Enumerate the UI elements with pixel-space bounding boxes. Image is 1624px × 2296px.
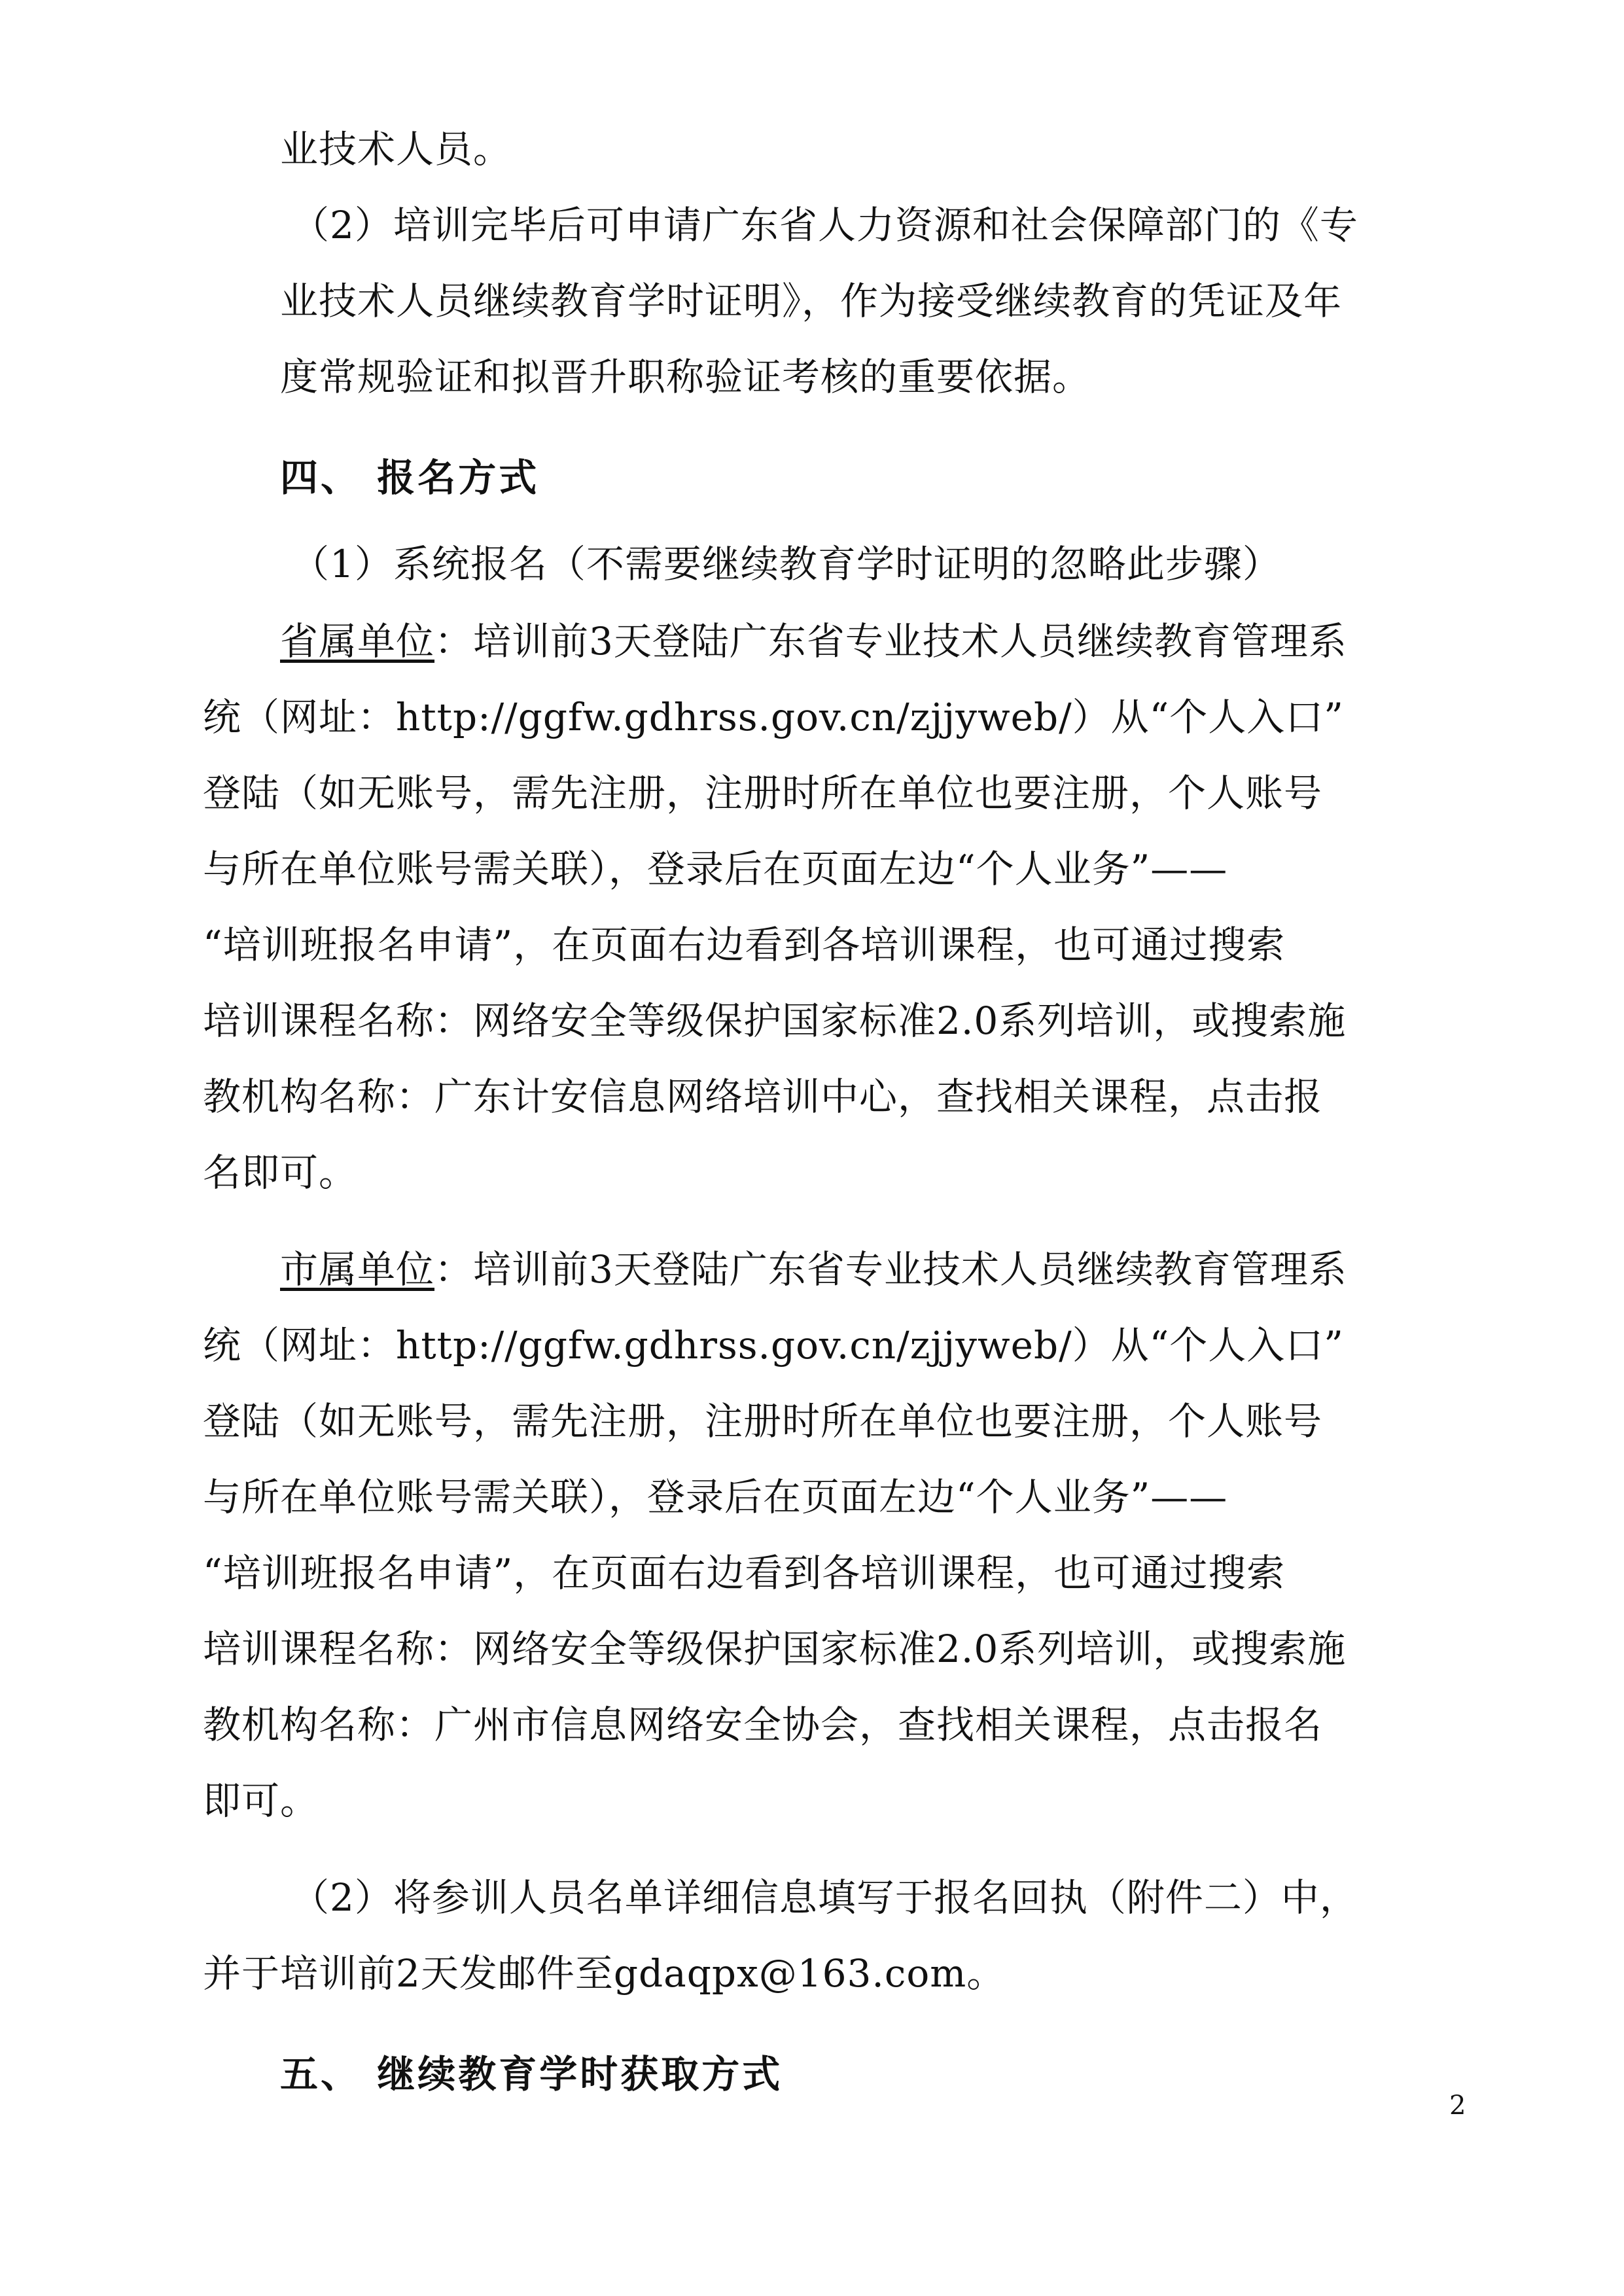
text-line: 统（网址：http://ggfw.gdhrss.gov.cn/zjjyweb/）从“个人入口” xyxy=(203,1323,1344,1368)
text-line: 登陆（如无账号，需先注册，注册时所在单位也要注册，个人账号 xyxy=(203,1399,1323,1443)
text-span: ：培训前3天登陆广东省专业技术人员继续教育管理系 xyxy=(434,1247,1347,1292)
text-line: “培训班报名申请”，在页面右边看到各培训课程，也可通过搜索 xyxy=(203,1551,1286,1595)
text-line: 度常规验证和拟晋升职称验证考核的重要依据。 xyxy=(280,355,1091,399)
text-line: 名即可。 xyxy=(203,1150,358,1195)
paragraph-first-line xyxy=(280,615,1347,667)
underlined-label: 省属单位 xyxy=(280,619,435,663)
text-line: 并于培训前2天发邮件至gdaqpx@163.com。 xyxy=(203,1951,1006,1996)
text-line: 教机构名称：广东计安信息网络培训中心，查找相关课程，点击报 xyxy=(203,1074,1323,1119)
section-heading: 四、 报名方式 xyxy=(280,455,540,500)
text-line: （2）将参训人员名单详细信息填写于报名回执（附件二）中， xyxy=(291,1875,1358,1920)
text-line: 培训课程名称：网络安全等级保护国家标准2.0系列培训，或搜索施 xyxy=(203,1627,1347,1671)
text-line: 培训课程名称：网络安全等级保护国家标准2.0系列培训，或搜索施 xyxy=(203,998,1347,1043)
text-line: （2）培训完毕后可申请广东省人力资源和社会保障部门的《专 xyxy=(291,203,1358,247)
text-line: 业技术人员继续教育学时证明》，作为接受继续教育的凭证及年 xyxy=(280,279,1343,323)
section-heading: 五、 继续教育学时获取方式 xyxy=(280,2052,783,2096)
text-line: 即可。 xyxy=(203,1778,319,1823)
page-number: 2 xyxy=(1449,2091,1466,2121)
paragraph-first-line xyxy=(280,1243,1347,1296)
text-span: ：培训前3天登陆广东省专业技术人员继续教育管理系 xyxy=(434,619,1347,663)
underlined-label: 市属单位 xyxy=(280,1247,435,1292)
text-line: 与所在单位账号需关联），登录后在页面左边“个人业务”—— xyxy=(203,847,1228,891)
text-line: “培训班报名申请”，在页面右边看到各培训课程，也可通过搜索 xyxy=(203,923,1286,967)
text-line: 业技术人员。 xyxy=(280,127,512,171)
text-line: 与所在单位账号需关联），登录后在页面左边“个人业务”—— xyxy=(203,1475,1228,1519)
text-line: 教机构名称：广州市信息网络安全协会，查找相关课程，点击报名 xyxy=(203,1703,1323,1747)
text-line: 统（网址：http://ggfw.gdhrss.gov.cn/zjjyweb/）从“个人入口” xyxy=(203,695,1344,739)
text-line: 登陆（如无账号，需先注册，注册时所在单位也要注册，个人账号 xyxy=(203,771,1323,815)
text-line: （1）系统报名（不需要继续教育学时证明的忽略此步骤） xyxy=(291,542,1281,586)
